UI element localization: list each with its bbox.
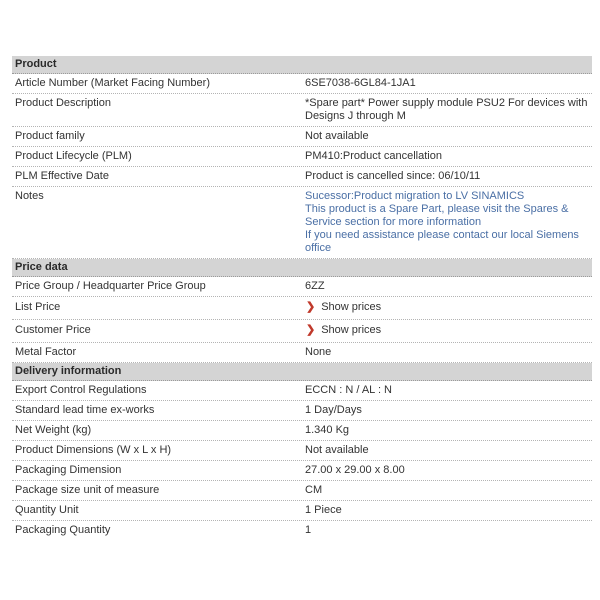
row-plm-effective-date [12,167,592,187]
row-export-control [12,381,592,401]
row-quantity-unit [12,501,592,521]
label-product-lifecycle: Product Lifecycle (PLM) [15,150,132,162]
chevron-right-icon: ❯ [306,324,316,336]
value-product-family: Not available [305,130,369,142]
value-package-size-unit: CM [305,484,323,496]
row-metal-factor [12,343,592,363]
label-notes: Notes [15,190,44,202]
customer-price-show-prices-label: Show prices [321,324,382,336]
value-customer-price [302,320,592,342]
row-product-description [12,94,592,127]
row-price-group [12,277,592,297]
value-quantity-unit: 1 Piece [305,504,342,516]
label-product-dimensions: Product Dimensions (W x L x H) [15,444,172,456]
note-spare-part-link[interactable]: This product is a Spare Part, please visit the Spares & Service section for more information [305,203,569,228]
label-plm-effective-date: PLM Effective Date [15,170,109,182]
row-product-family [12,127,592,147]
row-notes [12,187,592,259]
label-article-number: Article Number (Market Facing Number) [15,77,210,89]
list-price-show-prices-label: Show prices [321,301,382,313]
note-contact-link[interactable]: If you need assistance please contact our local Siemens office [305,229,579,254]
product-data-sheet [12,56,592,540]
value-export-control: ECCN : N / AL : N [305,384,393,396]
row-list-price [12,297,592,320]
value-notes [302,187,592,258]
row-lead-time [12,401,592,421]
label-lead-time: Standard lead time ex-works [15,404,155,416]
row-customer-price [12,320,592,343]
value-net-weight: 1.340 Kg [305,424,350,436]
section-header-price-data: Price data [12,259,592,277]
row-packaging-dimension [12,461,592,481]
list-price-show-prices-link[interactable] [305,301,381,314]
value-packaging-dimension: 27.00 x 29.00 x 8.00 [305,464,405,476]
label-product-family: Product family [15,130,85,142]
row-product-dimensions [12,441,592,461]
row-packaging-quantity [12,521,592,540]
label-package-size-unit: Package size unit of measure [15,484,160,496]
note-successor-link[interactable]: Sucessor:Product migration to LV SINAMICS [305,190,525,202]
label-product-description: Product Description [15,97,111,109]
label-list-price: List Price [15,301,61,313]
row-package-size-unit [12,481,592,501]
label-packaging-quantity: Packaging Quantity [15,524,111,536]
row-article-number [12,74,592,94]
value-plm-effective-date: Product is cancelled since: 06/10/11 [305,170,481,182]
label-quantity-unit: Quantity Unit [15,504,79,516]
value-product-dimensions: Not available [305,444,369,456]
row-product-lifecycle [12,147,592,167]
value-metal-factor: None [305,346,332,358]
customer-price-show-prices-link[interactable] [305,324,381,337]
label-packaging-dimension: Packaging Dimension [15,464,122,476]
value-product-lifecycle: PM410:Product cancellation [305,150,442,162]
label-metal-factor: Metal Factor [15,346,77,358]
chevron-right-icon: ❯ [306,301,316,313]
section-header-product: Product [12,56,592,74]
value-packaging-quantity: 1 [305,524,312,536]
label-customer-price: Customer Price [15,324,91,336]
value-price-group: 6ZZ [305,280,325,292]
label-net-weight: Net Weight (kg) [15,424,92,436]
label-price-group: Price Group / Headquarter Price Group [15,280,206,292]
value-lead-time: 1 Day/Days [305,404,362,416]
value-product-description: *Spare part* Power supply module PSU2 For devices with Designs J through M [305,97,588,122]
value-list-price [302,297,592,319]
section-header-delivery-information: Delivery information [12,363,592,381]
value-article-number: 6SE7038-6GL84-1JA1 [305,77,416,89]
label-export-control: Export Control Regulations [15,384,147,396]
row-net-weight [12,421,592,441]
